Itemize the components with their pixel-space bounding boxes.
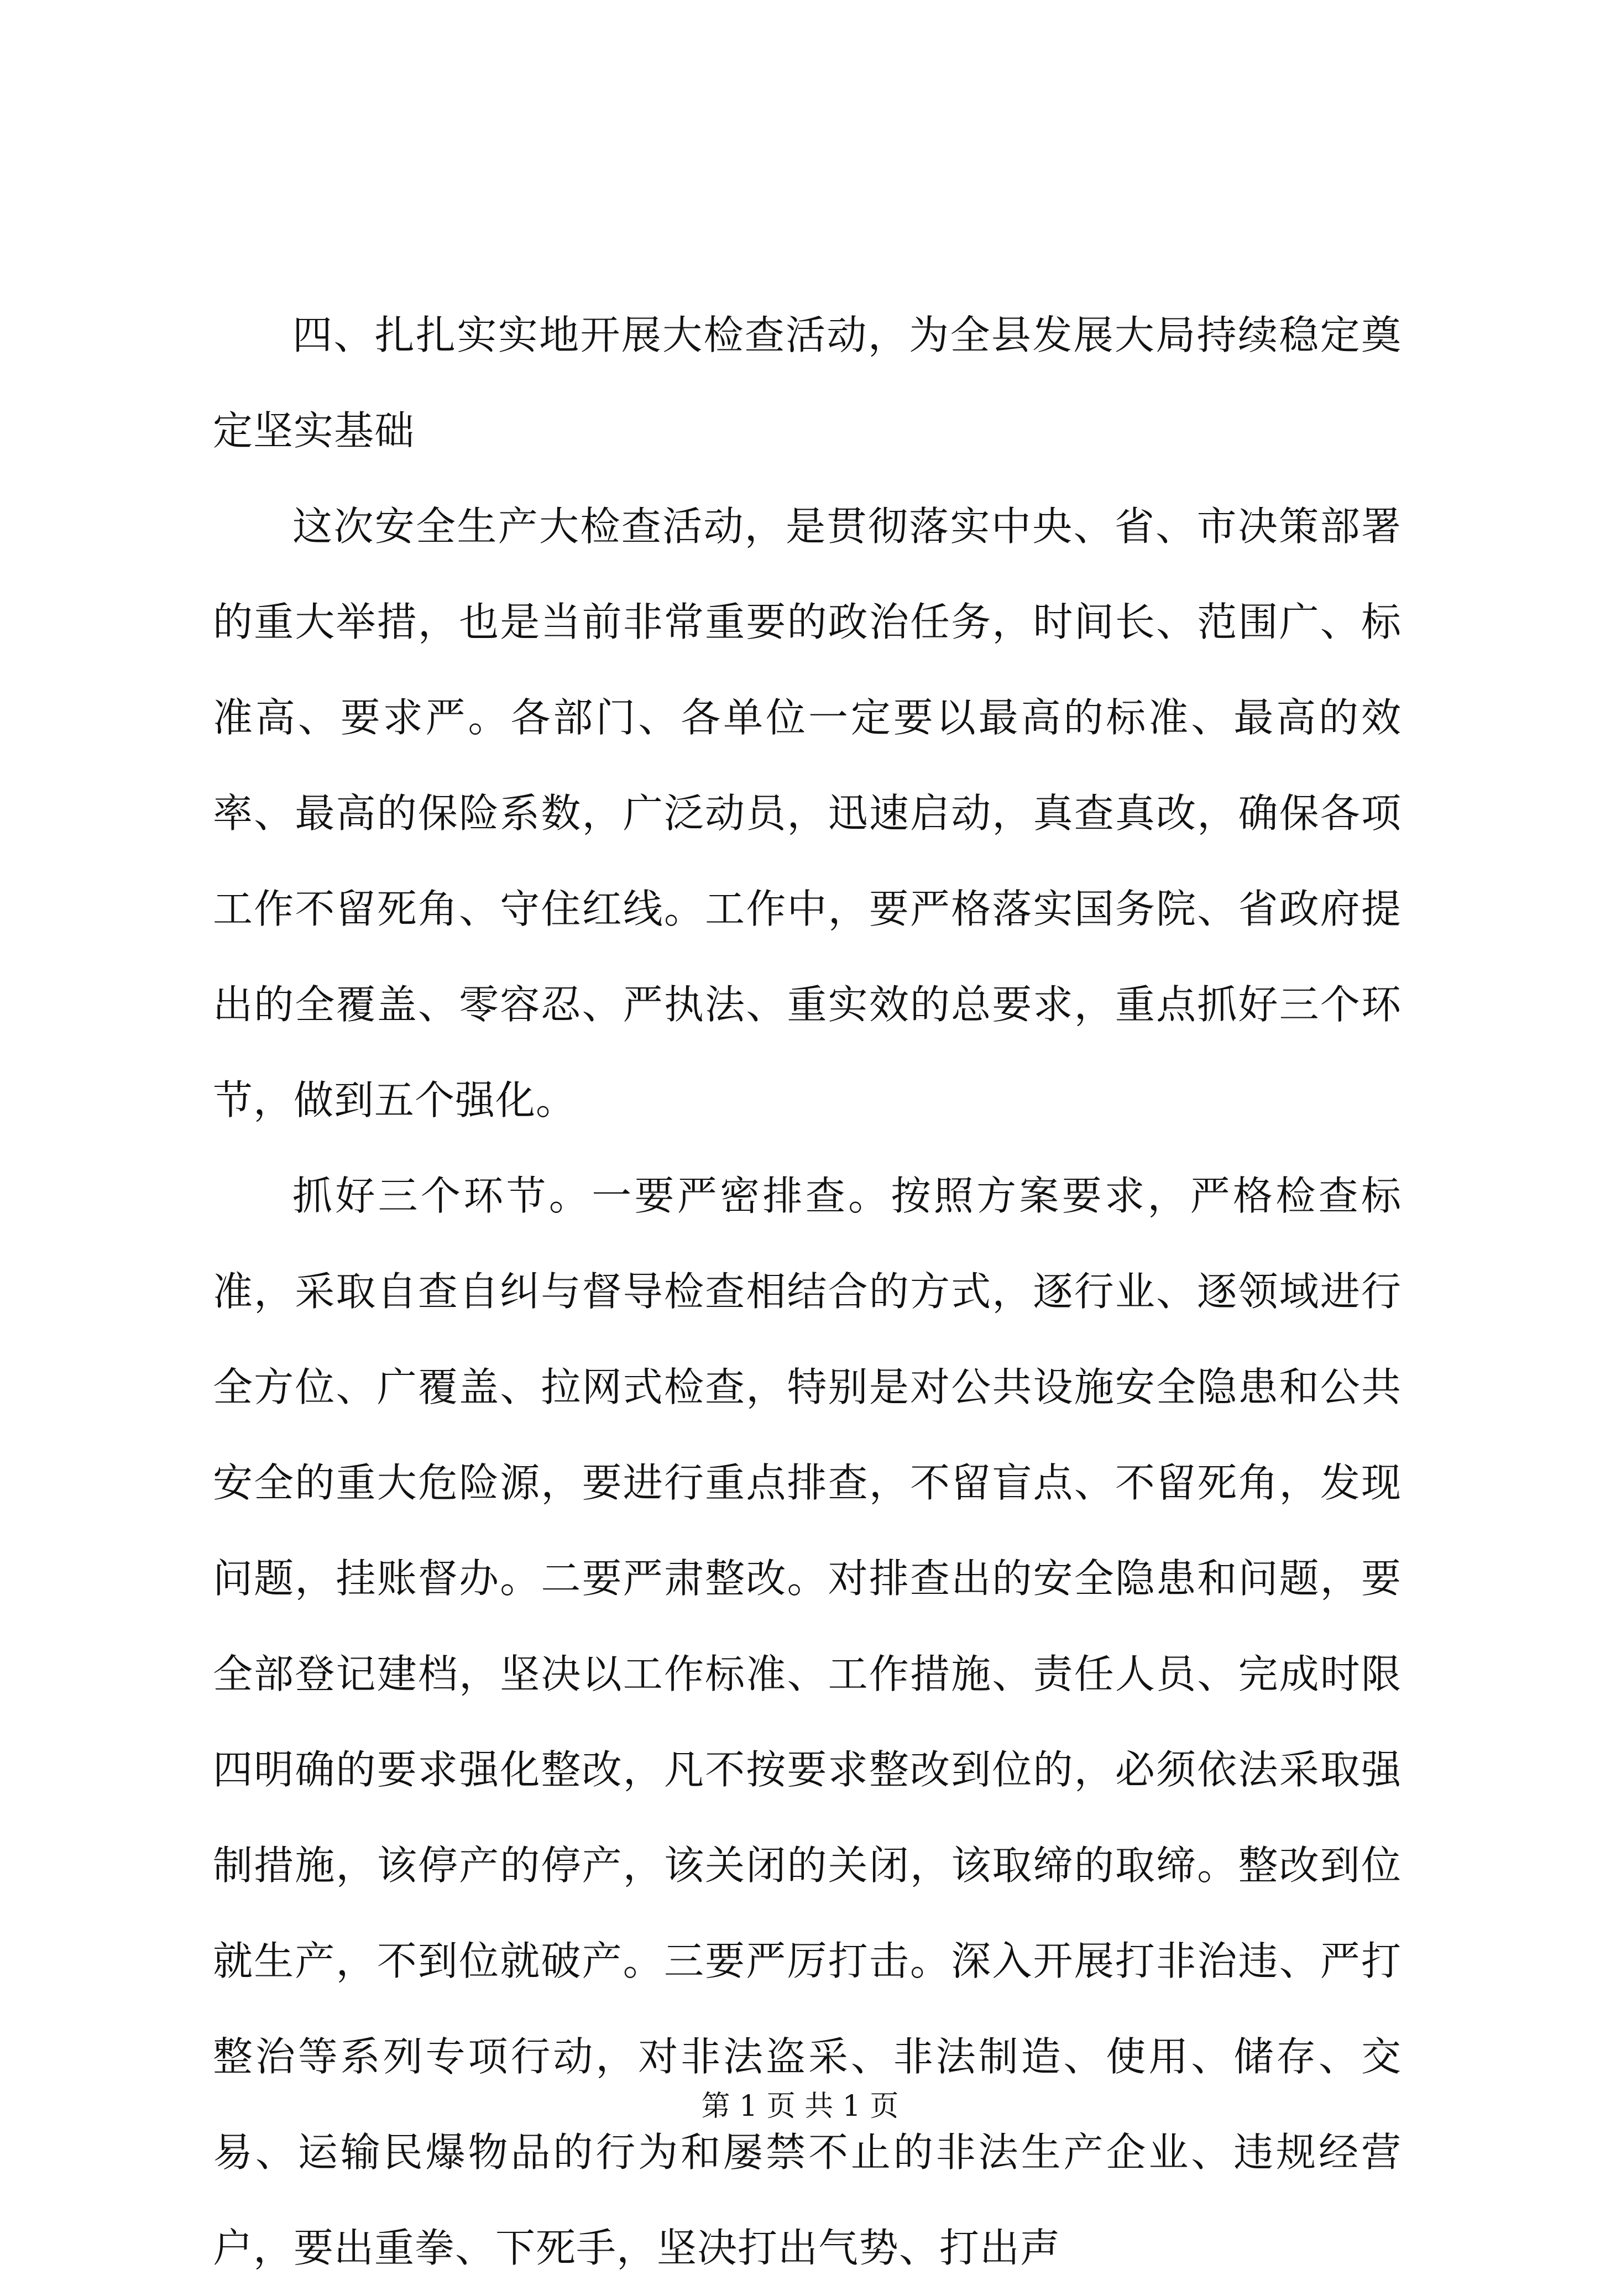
paragraph-1: 这次安全生产大检查活动，是贯彻落实中央、省、市决策部署的重大举措，也是当前非常重要的政治任务，时间长、范围广、标准高、要求严。各部门、各单位一定要以最高的标准、最高的效率、最高的保险系数，广泛动员，迅速启动，真查真改，确保各项工作不留死角、守住红线。工作中，要严格落实国务院、省政府提出的全覆盖、零容忍、严执法、重实效的总要求，重点抓好三个环节，做到五个强化。: [213, 503, 1402, 1123]
document-body: [213, 287, 1402, 2296]
page-footer: 第 1 页 共 1 页: [701, 2090, 899, 2123]
paragraph-2: 抓好三个环节。一要严密排查。按照方案要求，严格检查标准，采取自查自纠与督导检查相结合的方式，逐行业、逐领域进行全方位、广覆盖、拉网式检查，特别是对公共设施安全隐患和公共安全的重大危险源，要进行重点排查，不留盲点、不留死角，发现问题，挂账督办。二要严肃整改。对排查出的安全隐患和问题，要全部登记建档，坚决以工作标准、工作措施、责任人员、完成时限四明确的要求强化整改，凡不按要求整改到位的，必须依法采取强制措施，该停产的停产，该关闭的关闭，该取缔的取缔。整改到位就生产，不到位就破产。三要严厉打击。深入开展打非治违、严打整治等系列专项行动，对非法盗采、非法制造、使用、储存、交易、运输民爆物品的行为和屡禁不止的非法生产企业、违规经营户，要出重拳、下死手，坚决打出气势、打出声: [213, 1173, 1402, 2271]
section-heading: 四、扎扎实实地开展大检查活动，为全县发展大局持续稳定奠定坚实基础: [213, 312, 1402, 454]
